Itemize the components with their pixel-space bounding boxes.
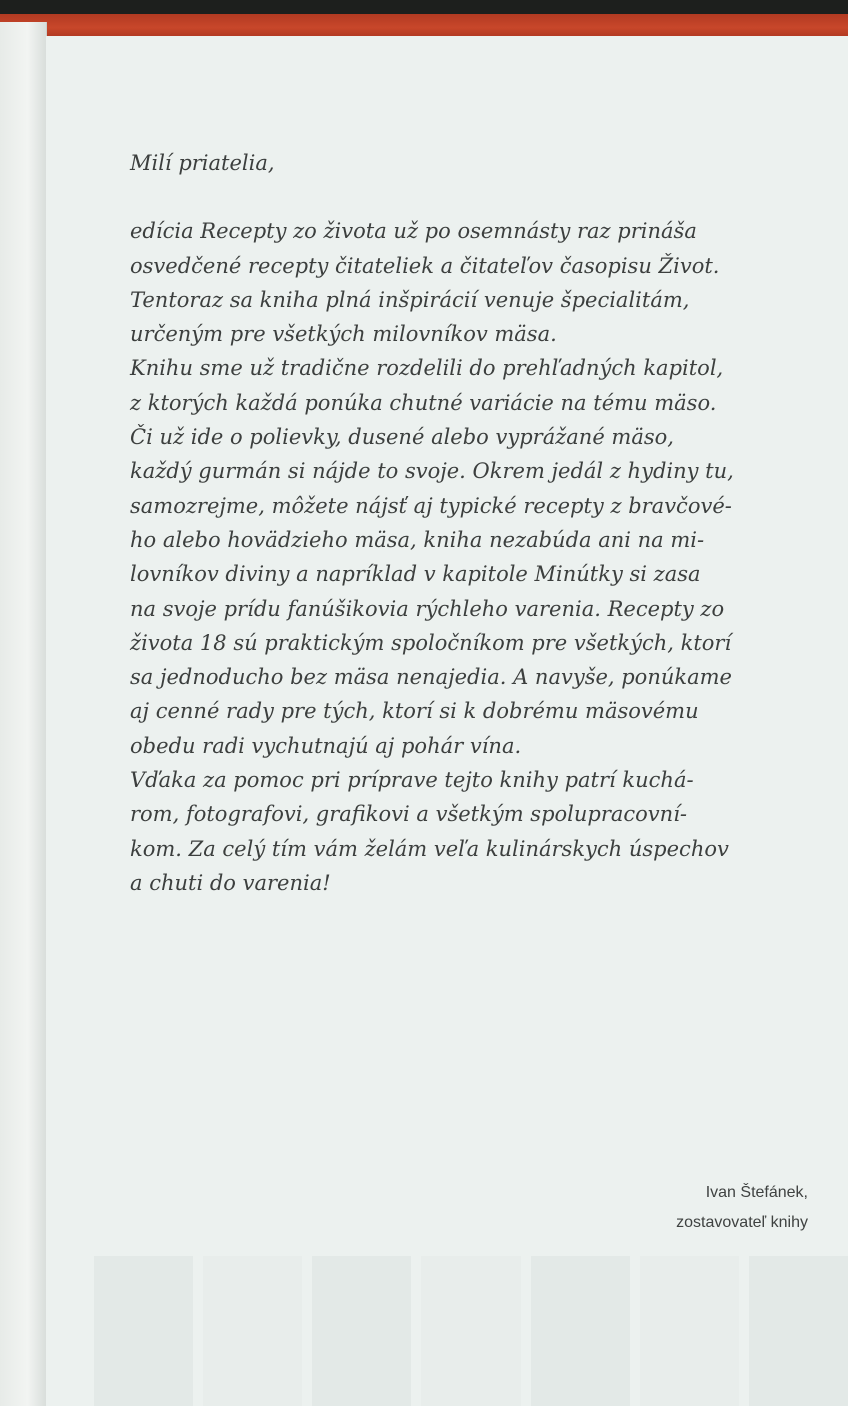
letter-line: Vďaka za pomoc pri príprave tejto knihy patrí kuchá-	[130, 768, 694, 793]
photo-tile	[312, 1256, 411, 1406]
signature-block	[676, 1178, 808, 1238]
letter-line: kom. Za celý tím vám želám veľa kulinárskych úspechov	[130, 836, 729, 861]
page-sheet	[46, 36, 848, 1406]
photo-tile	[749, 1256, 848, 1406]
letter-line: určeným pre všetkých milovníkov mäsa.	[130, 322, 557, 347]
letter-line: obedu radi vychutnajú aj pohár vína.	[130, 733, 522, 758]
photo-tile	[203, 1256, 302, 1406]
letter-line: a chuti do varenia!	[130, 870, 331, 895]
letter-line: edícia Recepty zo života už po osemnásty raz prináša	[130, 219, 697, 244]
photo-tile	[94, 1256, 193, 1406]
letter-line: samozrejme, môžete nájsť aj typické recepty z bravčové-	[130, 493, 732, 518]
letter-line: osvedčené recepty čitateliek a čitateľov časopisu Život.	[130, 253, 720, 278]
signature-role: zostavovateľ knihy	[676, 1214, 808, 1231]
letter-line: z ktorých každá ponúka chutné variácie na tému mäso.	[130, 390, 717, 415]
letter-line: na svoje prídu fanúšikovia rýchleho varenia. Recepty zo	[130, 596, 725, 621]
letter-line: Či už ide o polievky, dusené alebo vyprážané mäso,	[130, 425, 674, 450]
letter-line: života 18 sú praktickým spoločníkom pre všetkých, ktorí	[130, 630, 732, 655]
letter-line: každý gurmán si nájde to svoje. Okrem jedál z hydiny tu,	[130, 459, 734, 484]
photo-tile	[640, 1256, 739, 1406]
letter-line: aj cenné rady pre tých, ktorí si k dobrému mäsovému	[130, 699, 699, 724]
faded-photo-strip	[94, 1256, 848, 1406]
letter-line: sa jednoducho bez mäsa nenajedia. A navyše, ponúkame	[130, 665, 732, 690]
page-spine	[0, 22, 47, 1406]
letter-line: rom, fotografovi, grafikovi a všetkým spolupracovní-	[130, 802, 688, 827]
letter-line: ho alebo hovädzieho mäsa, kniha nezabúda ani na mi-	[130, 527, 705, 552]
signature-name: Ivan Štefánek,	[705, 1184, 808, 1201]
letter-greeting: Milí priatelia,	[130, 151, 275, 175]
photo-tile	[531, 1256, 630, 1406]
letter-body	[130, 146, 820, 900]
photo-tile	[421, 1256, 520, 1406]
letter-line: lovníkov diviny a napríklad v kapitole Minútky si zasa	[130, 562, 701, 587]
letter-line: Tentoraz sa kniha plná inšpirácií venuje špecialitám,	[130, 287, 690, 312]
letter-line: Knihu sme už tradične rozdelili do prehľadných kapitol,	[130, 356, 724, 381]
